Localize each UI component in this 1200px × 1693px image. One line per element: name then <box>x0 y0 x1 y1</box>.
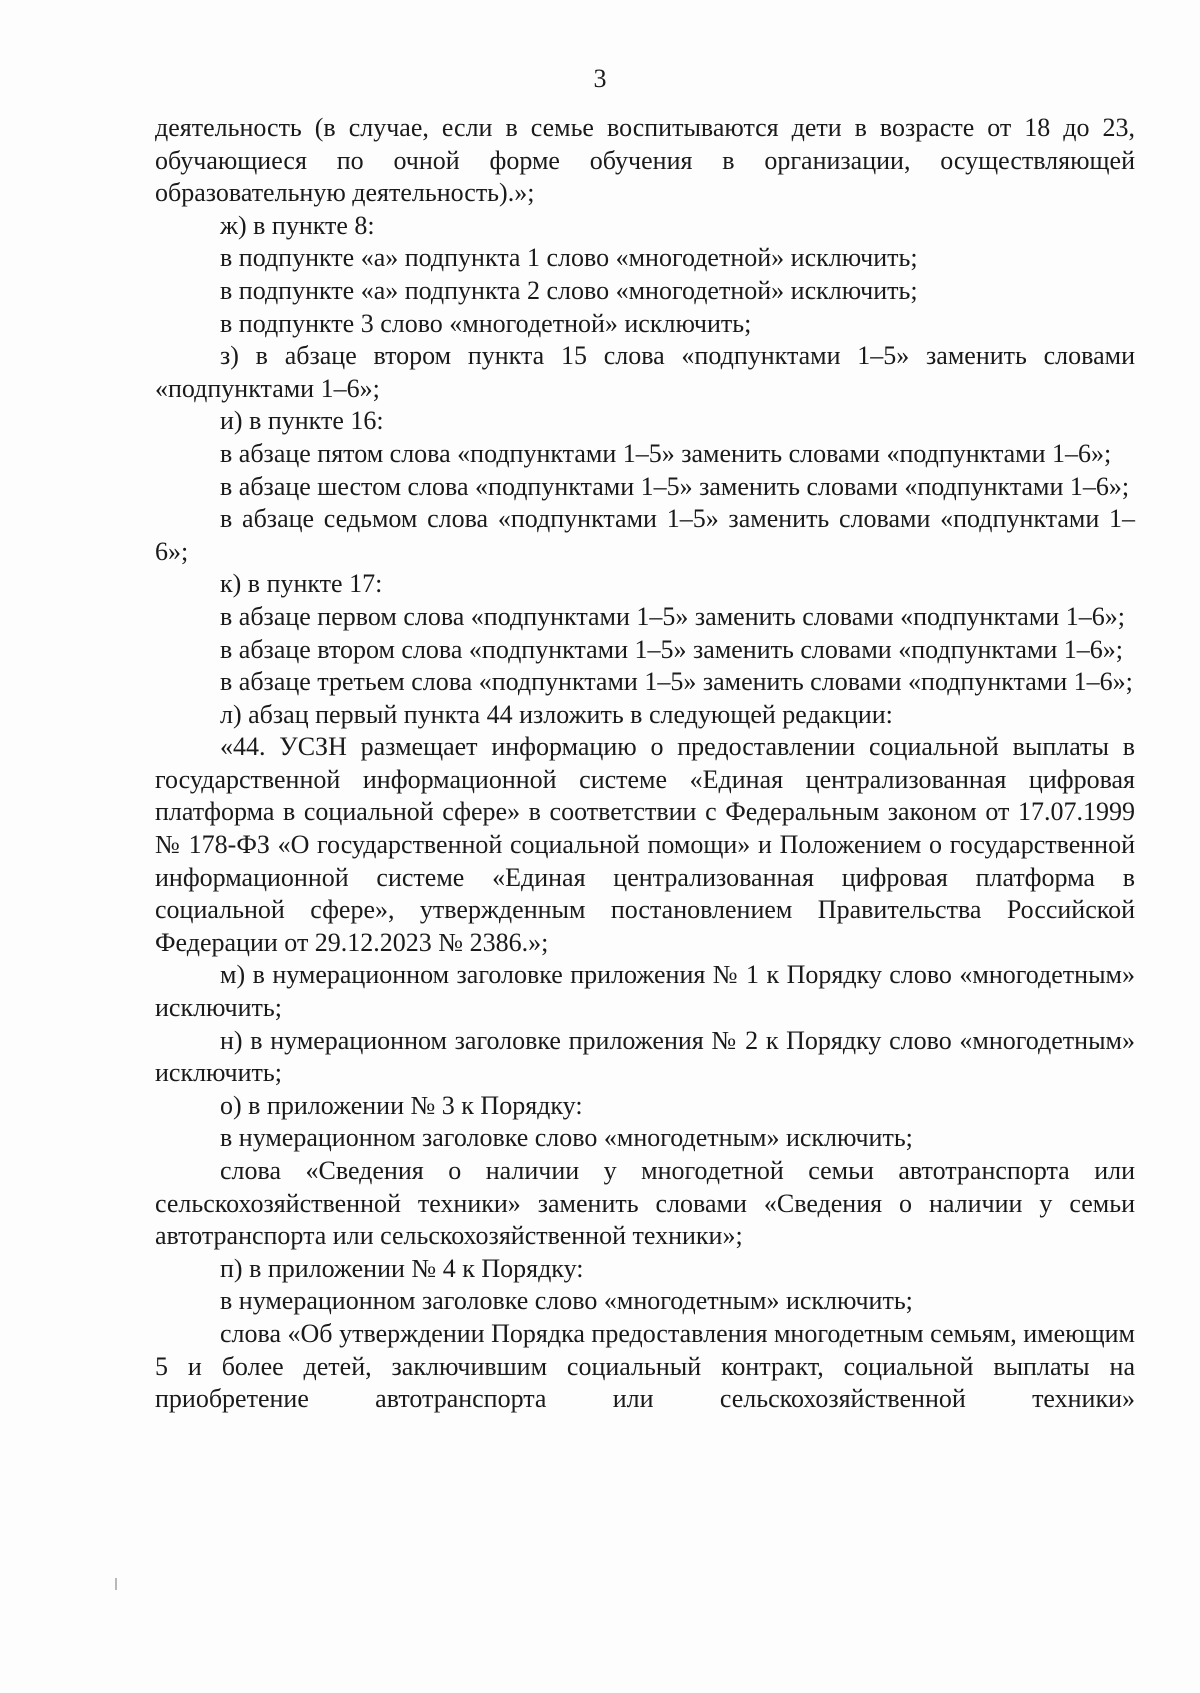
paragraph-subitem: слова «Сведения о наличии у многодетной семьи автотранспорта или сельскохозяйственной техники» заменить словами «Сведения о наличии у семьи автотранспорта или сельскохозяйственной техники»; <box>155 1156 1135 1251</box>
paragraph-subitem: слова «Об утверждении Порядка предоставления многодетным семьям, имеющим 5 и более детей, заключившим социальный контракт, социальной выплаты на приобретение автотранспорта или сельскохозяйственной техники» <box>155 1318 1135 1414</box>
paragraph-subitem: в подпункте «а» подпункта 1 слово «многодетной» исключить; <box>220 243 918 273</box>
scan-margin-mark <box>115 1578 117 1590</box>
paragraph-subitem: в абзаце третьем слова «подпунктами 1–5» заменить словами «подпунктами 1–6»; <box>220 667 1133 697</box>
paragraph-subitem: в абзаце пятом слова «подпунктами 1–5» заменить словами «подпунктами 1–6»; <box>220 438 1112 468</box>
paragraph-subitem: в нумерационном заголовке слово «многодетным» исключить; <box>220 1286 913 1316</box>
paragraph-item-m: м) в нумерационном заголовке приложения № 1 к Порядку слово «многодетным» исключить; <box>155 960 1135 1023</box>
document-body <box>155 112 1135 1416</box>
paragraph-item-i: и) в пункте 16: <box>220 406 384 436</box>
paragraph-subitem: в абзаце шестом слова «подпунктами 1–5» заменить словами «подпунктами 1–6»; <box>220 471 1130 501</box>
paragraph-item-zh: ж) в пункте 8: <box>220 210 375 240</box>
paragraph-item-k: к) в пункте 17: <box>220 569 383 599</box>
paragraph-subitem: в подпункте 3 слово «многодетной» исключить; <box>220 308 752 338</box>
paragraph-subitem: в нумерационном заголовке слово «многодетным» исключить; <box>220 1123 913 1153</box>
paragraph-subitem: в абзаце седьмом слова «подпунктами 1–5» заменить словами «подпунктами 1–6»; <box>155 504 1135 566</box>
paragraph-item-n: н) в нумерационном заголовке приложения № 2 к Порядку слово «многодетным» исключить; <box>155 1025 1135 1088</box>
paragraph-item-p: п) в приложении № 4 к Порядку: <box>220 1253 584 1283</box>
paragraph-item-o: о) в приложении № 3 к Порядку: <box>220 1090 583 1120</box>
paragraph-continuation: деятельность (в случае, если в семье воспитываются дети в возрасте от 18 до 23, обучающиеся по очной форме обучения в организации, осуществляющей образовательную деятельность).»; <box>155 113 1135 208</box>
paragraph-quote-44: «44. УСЗН размещает информацию о предоставлении социальной выплаты в государственной информационной системе «Единая централизованная цифровая платформа в социальной сфере» в соответствии с Федеральным законом от 17.07.1999 № 178-ФЗ «О государственной социальной помощи» и Положением о государственной информационной системе «Единая централизованная цифровая платформа в социальной сфере», утвержденным постановлением Правительства Российской Федерации от 29.12.2023 № 2386.»; <box>155 732 1135 957</box>
paragraph-item-l: л) абзац первый пункта 44 изложить в следующей редакции: <box>220 699 893 729</box>
page-number: 3 <box>593 64 607 93</box>
paragraph-subitem: в абзаце втором слова «подпунктами 1–5» заменить словами «подпунктами 1–6»; <box>220 634 1124 664</box>
paragraph-subitem: в подпункте «а» подпункта 2 слово «многодетной» исключить; <box>220 275 918 305</box>
paragraph-subitem: в абзаце первом слова «подпунктами 1–5» заменить словами «подпунктами 1–6»; <box>220 601 1125 631</box>
paragraph-item-z: з) в абзаце втором пункта 15 слова «подпунктами 1–5» заменить словами «подпунктами 1–6»; <box>155 341 1135 403</box>
